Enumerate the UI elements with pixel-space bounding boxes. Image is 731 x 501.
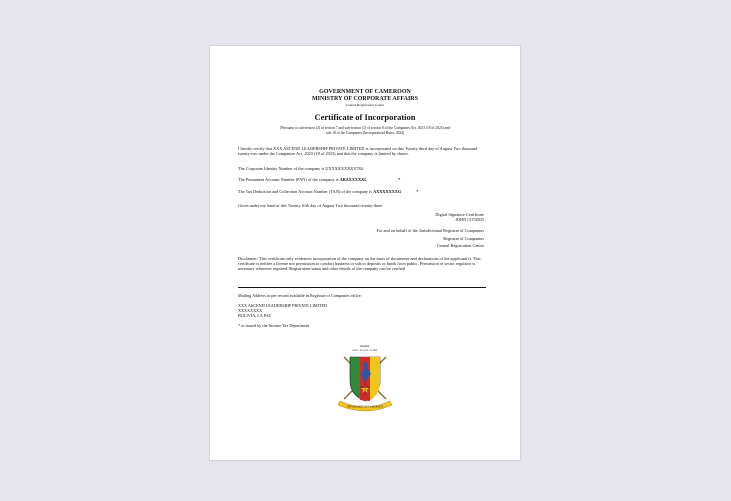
pursuant-note bbox=[210, 126, 520, 135]
pan-value: ABAXXXXXL bbox=[339, 177, 368, 182]
cin-line: The Corporate Identity Number of the company is UXXXXXXXXX784. bbox=[238, 166, 364, 171]
mailing-label: Mailing Address as per record available in Registrar of Companies office: bbox=[238, 293, 362, 298]
signature-registrar: Registrar of Companies bbox=[443, 236, 484, 241]
pan-line bbox=[238, 177, 488, 182]
pan-mark: * bbox=[398, 177, 401, 182]
disclaimer-text: Disclaimer: This certificate only evidences incorporation of the company on the basis of documents and declarations of the applicant(s). This certificate is neither a license nor permission to conduct business or solicit deposits or funds from public. Permission of sector regulator is necessary wherever required. Registration status and other details of the company can be verified bbox=[238, 256, 481, 272]
certify-paragraph: I hereby certify that XXX ASCEND LEADERSHIP PRIVATE LIMITED is incorporated on this Twenty third day of August Two thousand twenty-two under the Companies Act, 2023 (18 of 2023) and that the company is limited by shares. bbox=[238, 146, 478, 157]
tan-line bbox=[238, 189, 488, 194]
tan-mark: * bbox=[416, 189, 419, 194]
mailing-line-3: BOLIVIA, LA PAZ bbox=[238, 313, 272, 318]
given-line: Given under my hand at this Twenty fifth day of August Two thousand twenty-three. bbox=[238, 203, 384, 208]
certificate-page bbox=[210, 46, 520, 460]
emblem-motto-text: PAIX · TRAVAIL · PATRIE bbox=[352, 350, 378, 352]
registration-centre-heading: Central Registration Centre bbox=[345, 103, 385, 107]
pursuant-line-1: [Pursuant to sub-section (2) of section 7 and sub-section (1) of section 8 of the Companies Act, 2023 (18 of 2023) and bbox=[280, 126, 450, 130]
tan-value: AXXXXXXXG bbox=[373, 189, 402, 194]
signature-name: JOHN CITIZEN bbox=[455, 217, 484, 222]
tan-label: The Tax Deduction and Collection Account Number (TAN) of the company is bbox=[238, 189, 372, 194]
certificate-title: Certificate of Incorporation bbox=[314, 112, 416, 122]
emblem-top-text: Republic bbox=[360, 345, 370, 348]
pursuant-line-2: rule 18 of the Companies (Incorporation) Rules, 2024] bbox=[325, 130, 405, 135]
government-heading: GOVERNMENT OF CAMEROON bbox=[319, 89, 411, 95]
mailing-company: XXX ASCEND LEADERSHIP PRIVATE LIMITED bbox=[238, 303, 328, 308]
footnote: * as issued by the Income Tax Department bbox=[238, 323, 310, 328]
ministry-heading: MINISTRY OF CORPORATE AFFAIRS bbox=[312, 96, 418, 102]
mailing-line-2: XXXXXXXX bbox=[238, 308, 263, 313]
signature-digital: Digital Signature Certificate bbox=[435, 212, 484, 217]
coat-of-arms-icon bbox=[330, 343, 400, 413]
signature-centre: Central Registration Centre bbox=[436, 243, 484, 248]
signature-behalf: For and on behalf of the Jurisdictional Registrar of Companies bbox=[376, 228, 484, 233]
pan-label: The Permanent Account Number (PAN) of the company is bbox=[238, 177, 339, 182]
divider-line bbox=[238, 287, 486, 288]
emblem-ribbon-text: REPUBLIQUE DU CAMEROUN bbox=[346, 405, 384, 409]
